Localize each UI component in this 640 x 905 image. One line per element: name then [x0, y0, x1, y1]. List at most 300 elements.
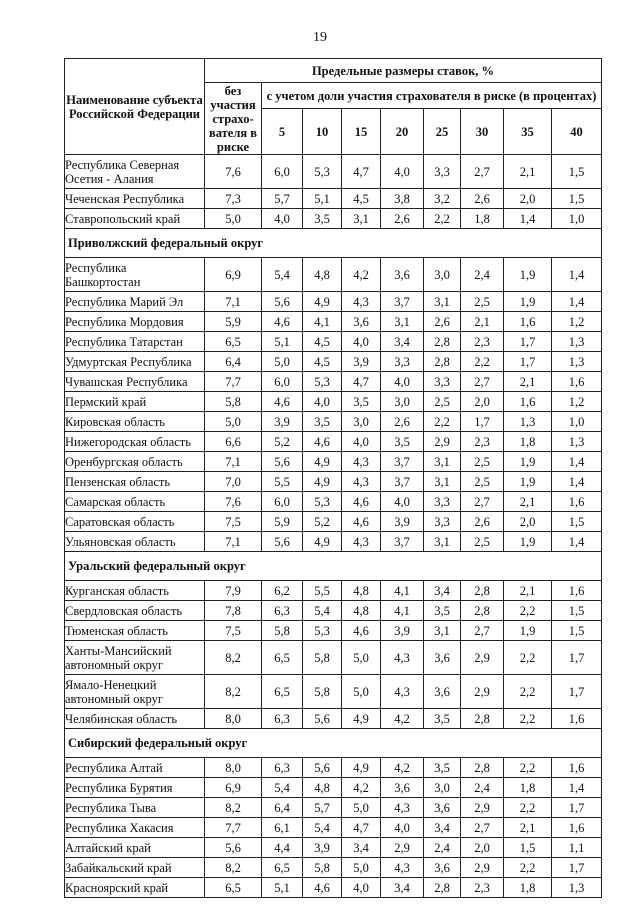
- rate-share-40: 1,7: [552, 798, 602, 818]
- rate-share-20: 3,4: [381, 332, 424, 352]
- rate-share-40: 1,5: [552, 621, 602, 641]
- rate-share-10: 5,2: [303, 512, 342, 532]
- rate-share-35: 1,9: [504, 532, 552, 552]
- rate-share-35: 2,2: [504, 798, 552, 818]
- rate-share-20: 2,6: [381, 412, 424, 432]
- rate-no-share: 7,7: [205, 372, 262, 392]
- rate-share-20: 4,1: [381, 601, 424, 621]
- table-row: [65, 818, 602, 838]
- rate-share-30: 2,0: [461, 838, 504, 858]
- rate-share-15: 4,3: [342, 452, 381, 472]
- rate-share-20: 3,7: [381, 532, 424, 552]
- rate-share-10: 5,6: [303, 709, 342, 729]
- rate-no-share: 5,9: [205, 312, 262, 332]
- rate-no-share: 7,1: [205, 452, 262, 472]
- rate-share-15: 4,8: [342, 601, 381, 621]
- table-row: [65, 452, 602, 472]
- rate-share-15: 4,7: [342, 372, 381, 392]
- region-name: Республика Северная Осетия - Алания: [65, 155, 205, 189]
- rate-share-25: 3,2: [424, 189, 461, 209]
- rate-share-40: 1,4: [552, 258, 602, 292]
- rate-share-5: 6,2: [262, 581, 303, 601]
- rate-share-5: 5,4: [262, 258, 303, 292]
- rate-share-20: 4,0: [381, 372, 424, 392]
- rate-share-5: 4,4: [262, 838, 303, 858]
- rate-share-5: 5,7: [262, 189, 303, 209]
- rate-no-share: 7,1: [205, 532, 262, 552]
- rate-share-10: 4,9: [303, 532, 342, 552]
- rate-share-25: 2,2: [424, 412, 461, 432]
- rate-share-5: 3,9: [262, 412, 303, 432]
- rate-share-25: 3,0: [424, 258, 461, 292]
- section-title: Приволжский федеральный округ: [65, 229, 602, 258]
- rate-share-30: 2,3: [461, 332, 504, 352]
- rate-share-40: 1,3: [552, 878, 602, 898]
- rate-share-5: 6,0: [262, 492, 303, 512]
- table-row: [65, 778, 602, 798]
- header-share-10: 10: [303, 109, 342, 155]
- table-row: [65, 332, 602, 352]
- rate-share-25: 3,3: [424, 372, 461, 392]
- section-title: Уральский федеральный округ: [65, 552, 602, 581]
- rate-share-30: 2,9: [461, 675, 504, 709]
- rate-no-share: 6,4: [205, 352, 262, 372]
- rate-share-10: 4,8: [303, 258, 342, 292]
- rate-share-35: 1,7: [504, 332, 552, 352]
- rate-no-share: 5,8: [205, 392, 262, 412]
- rate-share-5: 5,1: [262, 332, 303, 352]
- rate-share-5: 5,8: [262, 621, 303, 641]
- header-rates-title: Предельные размеры ставок, %: [205, 59, 602, 83]
- rate-share-40: 1,1: [552, 838, 602, 858]
- rate-share-25: 2,8: [424, 878, 461, 898]
- rate-share-40: 1,5: [552, 189, 602, 209]
- rate-share-20: 3,0: [381, 392, 424, 412]
- rate-share-5: 5,9: [262, 512, 303, 532]
- rate-share-15: 4,3: [342, 292, 381, 312]
- rate-share-35: 2,2: [504, 709, 552, 729]
- rate-no-share: 8,2: [205, 641, 262, 675]
- rate-share-20: 3,6: [381, 778, 424, 798]
- region-name: Челябинская область: [65, 709, 205, 729]
- rate-share-10: 5,3: [303, 372, 342, 392]
- rate-share-35: 2,2: [504, 641, 552, 675]
- rate-share-35: 2,0: [504, 189, 552, 209]
- header-share-20: 20: [381, 109, 424, 155]
- rate-share-15: 4,0: [342, 432, 381, 452]
- rate-share-5: 5,1: [262, 878, 303, 898]
- rate-share-10: 4,9: [303, 292, 342, 312]
- rate-share-15: 5,0: [342, 675, 381, 709]
- rate-share-30: 2,5: [461, 452, 504, 472]
- rate-share-35: 2,1: [504, 155, 552, 189]
- rate-share-5: 6,5: [262, 641, 303, 675]
- table-row: [65, 392, 602, 412]
- region-name: Пермский край: [65, 392, 205, 412]
- rate-share-40: 1,0: [552, 209, 602, 229]
- rate-share-5: 5,6: [262, 452, 303, 472]
- rate-share-30: 2,5: [461, 292, 504, 312]
- region-name: Свердловская область: [65, 601, 205, 621]
- rate-share-20: 3,3: [381, 352, 424, 372]
- rate-share-20: 3,7: [381, 472, 424, 492]
- section-header-row: [65, 729, 602, 758]
- rate-share-10: 5,7: [303, 798, 342, 818]
- region-name: Оренбургская область: [65, 452, 205, 472]
- header-share-40: 40: [552, 109, 602, 155]
- region-name: Республика Татарстан: [65, 332, 205, 352]
- rate-share-25: 3,6: [424, 858, 461, 878]
- table-row: [65, 372, 602, 392]
- rate-share-25: 2,6: [424, 312, 461, 332]
- rate-share-10: 5,5: [303, 581, 342, 601]
- rate-share-40: 1,3: [552, 332, 602, 352]
- rate-share-20: 2,9: [381, 838, 424, 858]
- rate-share-15: 5,0: [342, 858, 381, 878]
- rate-share-10: 4,1: [303, 312, 342, 332]
- rate-share-10: 3,5: [303, 209, 342, 229]
- rate-no-share: 7,5: [205, 621, 262, 641]
- rate-share-40: 1,4: [552, 452, 602, 472]
- region-name: Республика Хакасия: [65, 818, 205, 838]
- table-row: [65, 258, 602, 292]
- table-row: [65, 412, 602, 432]
- rate-share-10: 5,3: [303, 621, 342, 641]
- section-header-row: [65, 229, 602, 258]
- region-name: Республика Мордовия: [65, 312, 205, 332]
- rate-share-15: 3,4: [342, 838, 381, 858]
- rate-share-10: 5,3: [303, 155, 342, 189]
- rate-share-25: 3,6: [424, 641, 461, 675]
- rate-share-20: 4,2: [381, 709, 424, 729]
- rate-share-30: 2,8: [461, 581, 504, 601]
- rate-share-20: 3,6: [381, 258, 424, 292]
- rate-share-15: 4,2: [342, 778, 381, 798]
- rate-share-5: 6,1: [262, 818, 303, 838]
- table-row: [65, 352, 602, 372]
- table-row: [65, 209, 602, 229]
- rate-no-share: 7,1: [205, 292, 262, 312]
- table-row: [65, 758, 602, 778]
- rate-share-35: 2,1: [504, 492, 552, 512]
- table-row: [65, 472, 602, 492]
- rate-share-40: 1,5: [552, 512, 602, 532]
- rate-share-25: 3,5: [424, 758, 461, 778]
- rate-share-5: 4,6: [262, 392, 303, 412]
- table-row: [65, 858, 602, 878]
- rate-share-5: 5,4: [262, 778, 303, 798]
- rate-share-30: 2,3: [461, 878, 504, 898]
- rate-share-5: 5,0: [262, 352, 303, 372]
- rate-share-15: 3,6: [342, 312, 381, 332]
- rate-no-share: 5,0: [205, 412, 262, 432]
- table-row: [65, 292, 602, 312]
- rate-share-10: 5,3: [303, 492, 342, 512]
- rate-share-30: 2,7: [461, 155, 504, 189]
- rate-share-10: 4,8: [303, 778, 342, 798]
- rate-share-25: 3,5: [424, 709, 461, 729]
- rate-share-10: 4,6: [303, 878, 342, 898]
- rate-share-40: 1,5: [552, 601, 602, 621]
- rate-no-share: 6,5: [205, 878, 262, 898]
- rate-share-30: 1,7: [461, 412, 504, 432]
- rate-share-5: 6,3: [262, 709, 303, 729]
- rate-share-20: 3,7: [381, 292, 424, 312]
- rate-share-15: 4,0: [342, 878, 381, 898]
- rate-no-share: 7,0: [205, 472, 262, 492]
- rate-share-20: 3,5: [381, 432, 424, 452]
- rate-share-40: 1,2: [552, 312, 602, 332]
- rate-share-40: 1,2: [552, 392, 602, 412]
- region-name: Саратовская область: [65, 512, 205, 532]
- table-header: [65, 59, 602, 155]
- rate-share-15: 3,5: [342, 392, 381, 412]
- rate-share-10: 5,8: [303, 641, 342, 675]
- region-name: Чувашская Республика: [65, 372, 205, 392]
- rate-no-share: 7,7: [205, 818, 262, 838]
- rate-share-25: 3,5: [424, 601, 461, 621]
- rate-share-5: 6,3: [262, 758, 303, 778]
- rate-share-10: 5,4: [303, 818, 342, 838]
- rate-share-35: 1,8: [504, 878, 552, 898]
- rate-share-40: 1,4: [552, 532, 602, 552]
- table-body: [65, 155, 602, 898]
- rate-share-30: 2,7: [461, 492, 504, 512]
- rate-share-35: 1,6: [504, 392, 552, 412]
- region-name: Пензенская область: [65, 472, 205, 492]
- rate-share-5: 6,5: [262, 858, 303, 878]
- rate-no-share: 6,9: [205, 258, 262, 292]
- rate-share-30: 2,9: [461, 798, 504, 818]
- rate-share-30: 2,8: [461, 709, 504, 729]
- region-name: Ставропольский край: [65, 209, 205, 229]
- table-row: [65, 798, 602, 818]
- region-name: Забайкальский край: [65, 858, 205, 878]
- table-row: [65, 312, 602, 332]
- rate-share-40: 1,6: [552, 818, 602, 838]
- rate-share-30: 2,4: [461, 778, 504, 798]
- table-row: [65, 155, 602, 189]
- region-name: Ямало-Ненецкий автономный округ: [65, 675, 205, 709]
- rate-share-25: 3,6: [424, 675, 461, 709]
- rate-share-15: 4,6: [342, 512, 381, 532]
- rate-share-20: 3,7: [381, 452, 424, 472]
- rate-no-share: 8,2: [205, 798, 262, 818]
- rate-share-15: 4,2: [342, 258, 381, 292]
- rate-share-20: 4,2: [381, 758, 424, 778]
- region-name: Кировская область: [65, 412, 205, 432]
- rate-no-share: 8,2: [205, 675, 262, 709]
- rate-share-10: 4,6: [303, 432, 342, 452]
- rate-share-25: 3,6: [424, 798, 461, 818]
- rate-share-5: 6,3: [262, 601, 303, 621]
- rate-share-5: 5,2: [262, 432, 303, 452]
- region-name: Удмуртская Республика: [65, 352, 205, 372]
- rate-share-10: 4,5: [303, 352, 342, 372]
- rate-share-30: 2,6: [461, 189, 504, 209]
- region-name: Республика Башкортостан: [65, 258, 205, 292]
- rate-share-20: 4,3: [381, 798, 424, 818]
- rate-share-15: 4,7: [342, 155, 381, 189]
- table-row: [65, 432, 602, 452]
- rate-share-15: 3,9: [342, 352, 381, 372]
- rate-share-40: 1,6: [552, 709, 602, 729]
- rate-share-15: 5,0: [342, 641, 381, 675]
- table-row: [65, 492, 602, 512]
- rate-share-15: 4,0: [342, 332, 381, 352]
- rate-share-25: 3,1: [424, 621, 461, 641]
- rate-share-20: 3,8: [381, 189, 424, 209]
- rate-share-30: 2,1: [461, 312, 504, 332]
- rate-no-share: 8,0: [205, 709, 262, 729]
- rate-share-10: 5,8: [303, 858, 342, 878]
- header-share-30: 30: [461, 109, 504, 155]
- rate-share-10: 4,5: [303, 332, 342, 352]
- rate-share-30: 2,8: [461, 758, 504, 778]
- rate-share-35: 1,9: [504, 452, 552, 472]
- rate-share-40: 1,6: [552, 581, 602, 601]
- rate-share-20: 4,0: [381, 818, 424, 838]
- rate-share-15: 4,3: [342, 472, 381, 492]
- region-name: Алтайский край: [65, 838, 205, 858]
- rate-no-share: 7,6: [205, 155, 262, 189]
- rate-share-15: 4,9: [342, 758, 381, 778]
- rate-share-10: 5,1: [303, 189, 342, 209]
- rate-share-30: 2,9: [461, 858, 504, 878]
- rate-share-25: 3,4: [424, 818, 461, 838]
- rate-share-30: 2,7: [461, 818, 504, 838]
- rate-no-share: 7,8: [205, 601, 262, 621]
- rate-share-10: 5,8: [303, 675, 342, 709]
- table-row: [65, 601, 602, 621]
- rate-share-5: 5,5: [262, 472, 303, 492]
- rate-share-15: 4,8: [342, 581, 381, 601]
- header-with-share: с учетом доли участия страхователя в риске (в процентах): [262, 83, 602, 109]
- rate-share-35: 1,3: [504, 412, 552, 432]
- rate-share-25: 2,4: [424, 838, 461, 858]
- rate-share-35: 2,2: [504, 858, 552, 878]
- rate-share-40: 1,3: [552, 432, 602, 452]
- rate-share-25: 2,9: [424, 432, 461, 452]
- rate-no-share: 7,9: [205, 581, 262, 601]
- table-row: [65, 581, 602, 601]
- rate-share-10: 5,6: [303, 758, 342, 778]
- rate-share-30: 2,5: [461, 472, 504, 492]
- rate-share-15: 4,6: [342, 492, 381, 512]
- table-row: [65, 641, 602, 675]
- region-name: Самарская область: [65, 492, 205, 512]
- region-name: Республика Алтай: [65, 758, 205, 778]
- rate-share-25: 2,8: [424, 332, 461, 352]
- rate-share-40: 1,6: [552, 372, 602, 392]
- header-no-share: без участия страхо-вателя в риске: [205, 83, 262, 155]
- rate-share-30: 2,0: [461, 392, 504, 412]
- rate-share-35: 2,2: [504, 675, 552, 709]
- rate-share-30: 1,8: [461, 209, 504, 229]
- rate-share-30: 2,4: [461, 258, 504, 292]
- section-header-row: [65, 552, 602, 581]
- rate-share-5: 6,5: [262, 675, 303, 709]
- rate-share-20: 4,3: [381, 641, 424, 675]
- rate-share-35: 2,1: [504, 581, 552, 601]
- rate-share-15: 4,9: [342, 709, 381, 729]
- rate-share-25: 3,1: [424, 532, 461, 552]
- rate-share-10: 3,9: [303, 838, 342, 858]
- rate-share-40: 1,7: [552, 641, 602, 675]
- rate-no-share: 6,6: [205, 432, 262, 452]
- rate-share-15: 4,3: [342, 532, 381, 552]
- rate-share-10: 3,5: [303, 412, 342, 432]
- rate-share-5: 5,6: [262, 532, 303, 552]
- rate-share-35: 2,2: [504, 601, 552, 621]
- region-name: Нижегородская область: [65, 432, 205, 452]
- rate-share-5: 6,0: [262, 372, 303, 392]
- rate-share-35: 1,9: [504, 292, 552, 312]
- rate-share-30: 2,5: [461, 532, 504, 552]
- rate-share-30: 2,8: [461, 601, 504, 621]
- rate-share-35: 1,7: [504, 352, 552, 372]
- rate-share-15: 3,1: [342, 209, 381, 229]
- header-share-15: 15: [342, 109, 381, 155]
- rate-share-5: 4,0: [262, 209, 303, 229]
- rate-share-15: 5,0: [342, 798, 381, 818]
- rate-share-15: 4,7: [342, 818, 381, 838]
- rate-share-25: 3,3: [424, 512, 461, 532]
- header-share-5: 5: [262, 109, 303, 155]
- rate-share-30: 2,2: [461, 352, 504, 372]
- rate-share-40: 1,4: [552, 778, 602, 798]
- table-row: [65, 709, 602, 729]
- rate-share-25: 3,4: [424, 581, 461, 601]
- rate-share-35: 1,9: [504, 258, 552, 292]
- rate-share-20: 2,6: [381, 209, 424, 229]
- rate-share-5: 6,4: [262, 798, 303, 818]
- rate-share-35: 2,0: [504, 512, 552, 532]
- rate-share-35: 1,8: [504, 432, 552, 452]
- header-region-name: Наименование субъекта Российской Федерации: [65, 59, 205, 155]
- rate-share-40: 1,6: [552, 492, 602, 512]
- region-name: Республика Бурятия: [65, 778, 205, 798]
- rate-share-30: 2,3: [461, 432, 504, 452]
- rate-share-35: 2,2: [504, 758, 552, 778]
- region-name: Ханты-Мансийский автономный округ: [65, 641, 205, 675]
- rate-share-20: 3,9: [381, 512, 424, 532]
- header-share-25: 25: [424, 109, 461, 155]
- rate-no-share: 6,9: [205, 778, 262, 798]
- rate-share-25: 3,3: [424, 492, 461, 512]
- rate-share-25: 3,0: [424, 778, 461, 798]
- region-name: Республика Тыва: [65, 798, 205, 818]
- rate-share-10: 4,9: [303, 472, 342, 492]
- rate-no-share: 7,6: [205, 492, 262, 512]
- rate-share-20: 4,3: [381, 675, 424, 709]
- rate-no-share: 5,0: [205, 209, 262, 229]
- rate-share-35: 2,1: [504, 372, 552, 392]
- rate-share-20: 3,4: [381, 878, 424, 898]
- rate-share-20: 4,0: [381, 155, 424, 189]
- region-name: Чеченская Республика: [65, 189, 205, 209]
- rate-share-35: 2,1: [504, 818, 552, 838]
- rate-share-10: 5,4: [303, 601, 342, 621]
- region-name: Ульяновская область: [65, 532, 205, 552]
- rate-share-25: 3,1: [424, 452, 461, 472]
- table-row: [65, 621, 602, 641]
- table-row: [65, 838, 602, 858]
- rate-share-30: 2,6: [461, 512, 504, 532]
- rate-share-5: 6,0: [262, 155, 303, 189]
- rate-share-35: 1,9: [504, 621, 552, 641]
- rate-share-40: 1,0: [552, 412, 602, 432]
